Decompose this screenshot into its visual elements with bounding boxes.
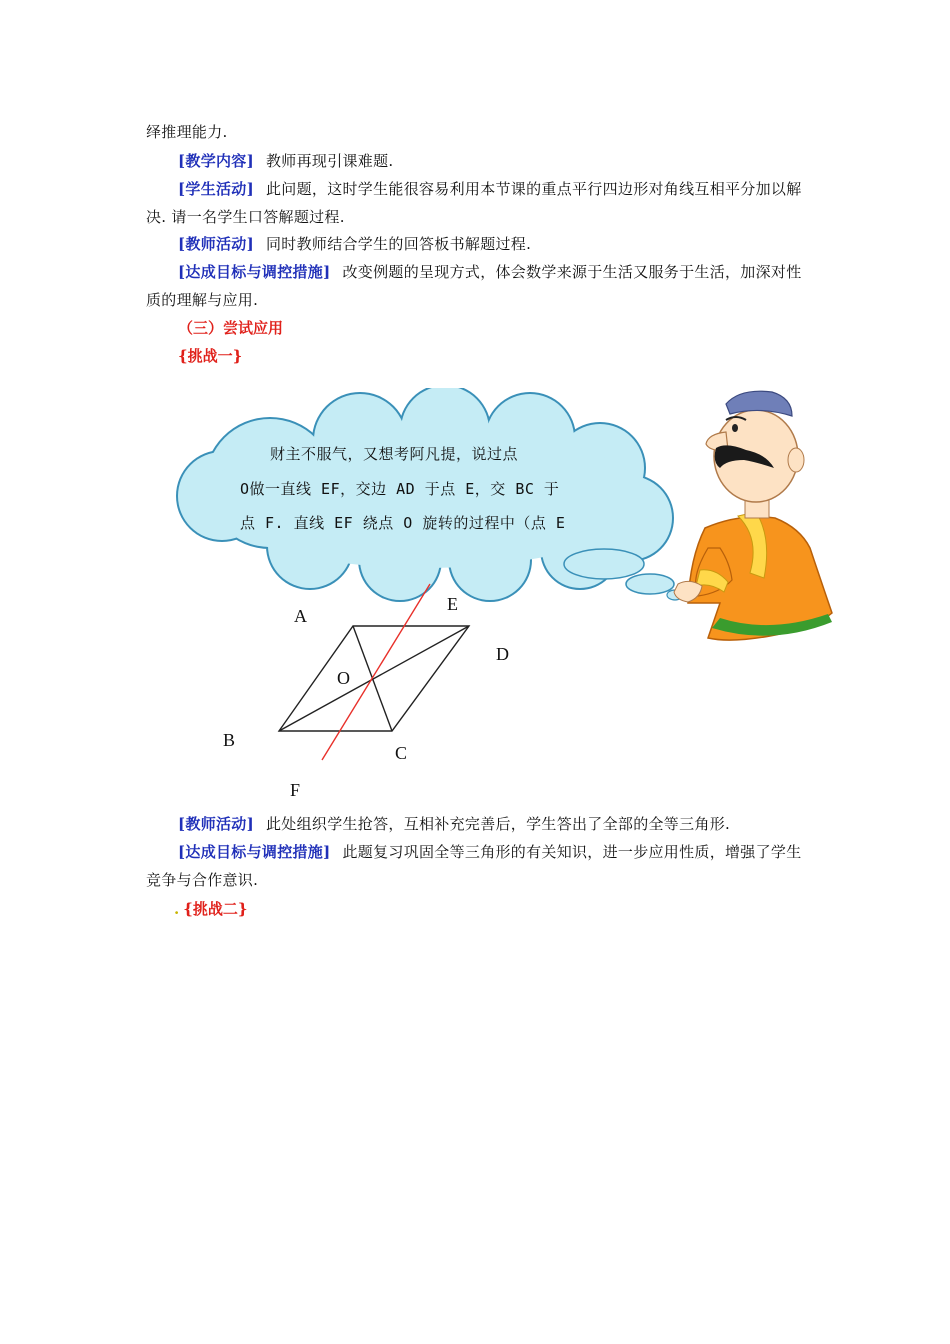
label-goals-measures: [达成目标与调控措施] xyxy=(178,843,331,861)
bubble-text-line-3: 点 F. 直线 EF 绕点 O 旋转的过程中（点 E xyxy=(240,514,566,532)
paragraph-text: 教师再现引课难题. xyxy=(266,152,394,170)
bullet-dot: . xyxy=(174,900,180,918)
paragraph-continuation xyxy=(146,118,808,146)
paragraph-text: 同时教师结合学生的回答板书解题过程. xyxy=(266,235,532,253)
paragraph-teacher-activity xyxy=(146,230,808,258)
paragraph-teaching-content xyxy=(146,147,808,175)
label-teacher-activity: [教师活动] xyxy=(178,235,254,253)
parallelogram-diagram xyxy=(279,584,469,760)
bubble-text-line-1: 财主不服气，又想考阿凡提，说过点 xyxy=(270,445,519,463)
label-student-activity: [学生活动] xyxy=(178,180,254,198)
point-label-e: E xyxy=(447,594,458,614)
paragraph-text: 此题复习巩固全等三角形的有关知识，进一步应用性质，增强了学生竞争与合作意识. xyxy=(146,843,802,889)
character-afanti xyxy=(674,391,832,640)
paragraph-text: 改变例题的呈现方式，体会数学来源于生活又服务于生活，加深对性质的理解与应用. xyxy=(146,263,802,309)
paragraph-goals-measures xyxy=(146,258,808,314)
label-teacher-activity: [教师活动] xyxy=(178,815,254,833)
paragraph-text: 此问题，这时学生能很容易利用本节课的重点平行四边形对角线互相平分加以解决. 请一名学生口答解题过程. xyxy=(146,180,802,226)
bubble-text-line-2: O做一直线 EF，交边 AD 于点 E，交 BC 于 xyxy=(240,480,560,498)
point-label-b: B xyxy=(223,730,236,750)
point-label-d: D xyxy=(496,644,509,664)
point-label-f: F xyxy=(290,780,301,800)
paragraph-student-activity xyxy=(146,175,808,231)
point-label-o: O xyxy=(337,668,350,688)
illustration-figure xyxy=(160,388,850,808)
section-heading: （三）尝试应用 xyxy=(178,319,284,337)
paragraph-teacher-activity-2 xyxy=(146,810,808,838)
paragraph-text: 此处组织学生抢答，互相补充完善后，学生答出了全部的全等三角形. xyxy=(266,815,731,833)
challenge-two-text: {挑战二} xyxy=(183,900,248,918)
diagonal-bd xyxy=(279,626,469,731)
point-label-c: C xyxy=(395,743,408,763)
challenge-two-heading xyxy=(174,895,248,923)
challenge-one-heading: {挑战一} xyxy=(178,347,243,365)
point-label-a: A xyxy=(294,606,307,626)
paragraph-goals-measures-2 xyxy=(146,838,808,894)
label-goals-measures: [达成目标与调控措施] xyxy=(178,263,331,281)
label-teaching-content: [教学内容] xyxy=(178,152,254,170)
paragraph-text: 绎推理能力. xyxy=(146,123,228,141)
